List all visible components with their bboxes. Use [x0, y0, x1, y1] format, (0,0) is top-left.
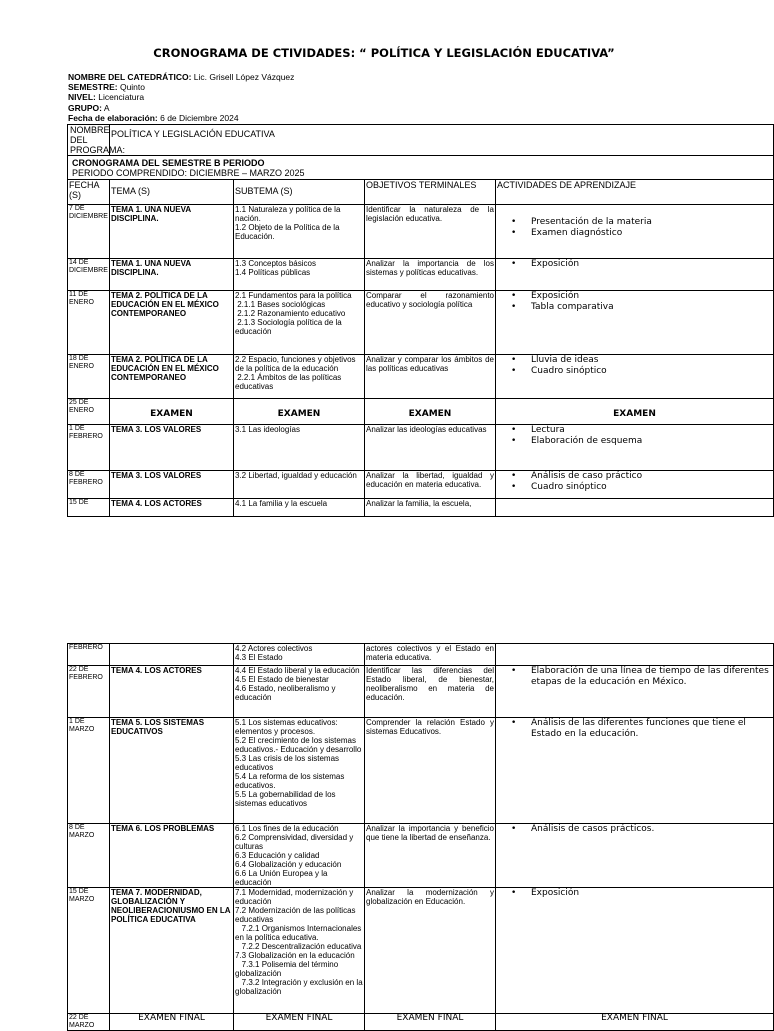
topic-cell: TEMA 6. LOS PROBLEMAS	[110, 824, 234, 888]
activity-item: • Examen diagnóstico	[497, 228, 772, 239]
date-line	[68, 113, 294, 123]
document-title: CRONOGRAMA DE CTIVIDADES: “ POLÍTICA Y LEGISLACIÓN EDUCATIVA”	[153, 46, 615, 60]
subtopic-line: 3.2 Libertad, igualdad y educación	[235, 471, 357, 480]
activity-item: • Tabla comparativa	[497, 302, 772, 313]
schedule-row	[68, 471, 774, 499]
schedule-table-page-1	[67, 124, 774, 517]
exam-cell: EXAMEN FINAL	[365, 1014, 496, 1031]
date-cell: 25 DE ENERO	[68, 399, 110, 425]
teacher-line	[68, 72, 294, 82]
exam-cell: EXAMEN	[496, 399, 774, 425]
subtopic-line: 1.4 Políticas públicas	[235, 268, 311, 277]
schedule-table-page-2	[67, 643, 774, 1031]
program-value: POLÍTICA Y LEGISLACIÓN EDUCATIVA	[111, 129, 275, 139]
activity-item: • Exposición	[497, 291, 772, 302]
subtopic-line: 7.3.1 Polisemia del término globalización	[235, 960, 341, 978]
subtopic-line: 1.2 Objeto de la Política de la Educación.	[235, 223, 342, 241]
subtopic-cell	[234, 499, 365, 517]
subtopic-line: 6.3 Educación y calidad	[235, 851, 320, 860]
topic-cell: TEMA 4. LOS ACTORES	[110, 499, 234, 517]
subtopic-cell	[234, 718, 365, 824]
activities-cell	[496, 425, 774, 471]
activities-cell	[496, 644, 774, 666]
subtopic-cell	[234, 291, 365, 355]
schedule-row	[68, 355, 774, 399]
periodo-label: PERIODO COMPRENDIDO: DICIEMBRE – MARZO 2025	[72, 168, 305, 178]
level-line	[68, 92, 294, 102]
activities-cell	[496, 888, 774, 1014]
subtopic-line: 4.2 Actores colectivos	[235, 644, 313, 653]
objective-cell: Analizar la importancia de los sistemas y políticas educativas.	[365, 259, 496, 291]
program-label-cell	[68, 125, 126, 156]
activities-list	[497, 291, 772, 313]
objective-cell: Analizar y comparar los ámbitos de las políticas educativas	[365, 355, 496, 399]
subtopic-line: 5.4 La reforma de los sistemas educativos.	[235, 772, 347, 790]
topic-cell: TEMA 2. POLÍTICA DE LA EDUCACIÓN EN EL MÉXICO CONTEMPORANEO	[110, 291, 234, 355]
topic-cell: TEMA 4. LOS ACTORES	[110, 666, 234, 718]
activity-item: • Elaboración de una línea de tiempo de las diferentes etapas de la educación en México.	[497, 666, 772, 688]
subtopic-line: 2.1.1 Bases sociológicas	[235, 300, 326, 309]
exam-cell: EXAMEN	[365, 399, 496, 425]
date-cell: 1 DE FEBRERO	[68, 425, 110, 471]
subtopic-line: 2.2.1 Ámbitos de las políticas educativas	[235, 373, 344, 391]
date-cell: 8 DE FEBRERO	[68, 471, 110, 499]
exam-cell: EXAMEN	[110, 399, 234, 425]
activities-list	[497, 471, 772, 493]
objective-cell: Analizar la importancia y beneficio que tiene la libertad de enseñanza.	[365, 824, 496, 888]
group-value: A	[102, 102, 110, 113]
activities-list	[497, 425, 772, 447]
activity-item: • Exposición	[497, 259, 772, 270]
schedule-row	[68, 666, 774, 718]
activity-item: • Análisis de casos prácticos.	[497, 824, 772, 835]
activities-cell	[496, 499, 774, 517]
date-label: Fecha de elaboración:	[68, 112, 158, 123]
subtopic-line: 2.2 Espacio, funciones y objetivos de la política de la educación	[235, 355, 358, 373]
activity-item: • Análisis de las diferentes funciones que tiene el Estado en la educación.	[497, 718, 772, 740]
subtopic-cell	[234, 425, 365, 471]
topic-cell: TEMA 5. LOS SISTEMAS EDUCATIVOS	[110, 718, 234, 824]
date-cell: 15 DE MARZO	[68, 888, 110, 1014]
activities-list	[497, 259, 772, 270]
subtopic-line: 4.1 La familia y la escuela	[235, 499, 328, 508]
header-objetivos: OBJETIVOS TERMINALES	[365, 180, 496, 205]
semester-value: Quinto	[117, 82, 145, 93]
objective-cell: Analizar la modernización y globalización en Educación.	[365, 888, 496, 1014]
activities-list	[497, 217, 772, 239]
exam-cell: EXAMEN FINAL	[496, 1014, 774, 1031]
exam-cell: EXAMEN FINAL	[234, 1014, 365, 1031]
subtopic-line: 6.1 Los fines de la educación	[235, 824, 339, 833]
schedule-row	[68, 205, 774, 259]
topic-cell	[110, 644, 234, 666]
header-tema: TEMA (S)	[110, 180, 234, 205]
subtopic-line: 1.3 Conceptos básicos	[235, 259, 316, 268]
subtopic-cell	[234, 824, 365, 888]
activities-cell	[496, 259, 774, 291]
date-cell: 15 DE	[68, 499, 110, 517]
activities-cell	[496, 471, 774, 499]
activities-cell	[496, 205, 774, 259]
schedule-row	[68, 718, 774, 824]
subtopic-line: 5.2 El crecimiento de los sistemas educativos.- Educación y desarrollo	[235, 736, 362, 754]
activity-item: • Lluvia de ideas	[497, 355, 772, 366]
objective-cell: Identificar las diferencias del Estado liberal, de bienestar, neoliberalismo en materia de educación.	[365, 666, 496, 718]
activities-list	[497, 888, 772, 899]
objective-cell: Analizar la libertad, igualdad y educación en materia educativa.	[365, 471, 496, 499]
activities-cell	[496, 718, 774, 824]
objective-cell: Analizar la familia, la escuela,	[365, 499, 496, 517]
objective-cell: actores colectivos y el Estado en materia educativa.	[365, 644, 496, 666]
schedule-row	[68, 1014, 774, 1031]
activity-item: • Lectura	[497, 425, 772, 436]
activities-cell	[496, 291, 774, 355]
program-label: NOMBRE DEL PROGRAMA:	[70, 125, 126, 155]
schedule-row	[68, 644, 774, 666]
objective-cell: Identificar la naturaleza de la legislación educativa.	[365, 205, 496, 259]
subtopic-cell	[234, 205, 365, 259]
schedule-row	[68, 259, 774, 291]
schedule-row	[68, 291, 774, 355]
activity-item: • Análisis de caso práctico	[497, 471, 772, 482]
objective-cell: Comprender la relación Estado y sistemas Educativos.	[365, 718, 496, 824]
date-cell: 18 DE ENERO	[68, 355, 110, 399]
activities-cell	[496, 824, 774, 888]
semester-label: SEMESTRE:	[68, 82, 118, 93]
date-cell: 11 DE ENERO	[68, 291, 110, 355]
schedule-row	[68, 399, 774, 425]
date-cell: 7 DE DICIEMBRE	[68, 205, 110, 259]
date-cell: 22 DE FEBRERO	[68, 666, 110, 718]
topic-cell: TEMA 1. UNA NUEVA DISCIPLINA.	[110, 205, 234, 259]
date-cell: 8 DE MARZO	[68, 824, 110, 888]
subtopic-line: 4.4 El Estado liberal y la educación	[235, 666, 360, 675]
activities-list	[497, 824, 772, 835]
activity-item: • Cuadro sinóptico	[497, 482, 772, 493]
activity-item: • Exposición	[497, 888, 772, 899]
topic-cell: TEMA 3. LOS VALORES	[110, 425, 234, 471]
subtopic-line: 5.1 Los sistemas educativos: elementos y procesos.	[235, 718, 340, 736]
subtopic-line: 3.1 Las ideologías	[235, 425, 300, 434]
cronograma-label: CRONOGRAMA DEL SEMESTRE B PERIODO	[72, 158, 265, 168]
activity-item: • Presentación de la materia	[497, 217, 772, 228]
subtopic-line: 2.1.3 Sociología política de la educación	[235, 318, 344, 336]
subtopic-line: 7.2.1 Organismos Internacionales en la política educativa.	[235, 924, 364, 942]
subtopic-cell	[234, 888, 365, 1014]
teacher-value: Lic. Grisell López Vázquez	[191, 72, 295, 82]
program-value-cell	[110, 125, 774, 156]
objective-cell: Comparar el razonamiento educativo y sociología política	[365, 291, 496, 355]
subtopic-line: 4.3 El Estado	[235, 653, 283, 662]
subtopic-line: 6.2 Comprensividad, diversidad y culturas	[235, 833, 356, 851]
subtopic-cell	[234, 355, 365, 399]
activities-cell	[496, 355, 774, 399]
period-cell	[68, 156, 774, 180]
subtopic-line: 6.4 Globalización y educación	[235, 860, 342, 869]
activities-cell	[496, 666, 774, 718]
topic-cell: TEMA 1. UNA NUEVA DISCIPLINA.	[110, 259, 234, 291]
date-cell: 1 DE MARZO	[68, 718, 110, 824]
date-cell: FEBRERO	[68, 644, 110, 666]
date-value: 6 de Diciembre 2024	[157, 112, 239, 123]
subtopic-line: 4.6 Estado, neoliberalismo y educación	[235, 684, 338, 702]
header-actividades: ACTIVIDADES DE APRENDIZAJE	[496, 180, 774, 205]
subtopic-line: 1.1 Naturaleza y política de la nación.	[235, 205, 343, 223]
schedule-row	[68, 888, 774, 1014]
header-fecha: FECHA (S)	[68, 180, 110, 205]
group-label: GRUPO:	[68, 102, 102, 113]
activity-item: • Cuadro sinóptico	[497, 366, 772, 377]
group-line	[68, 103, 294, 113]
topic-cell: TEMA 3. LOS VALORES	[110, 471, 234, 499]
activities-list	[497, 718, 772, 740]
subtopic-line: 2.1.2 Razonamiento educativo	[235, 309, 346, 318]
date-cell: 22 DE MARZO	[68, 1014, 110, 1031]
subtopic-line: 5.3 Las crisis de los sistemas educativos	[235, 754, 342, 772]
objective-cell: Analizar las ideologías educativas	[365, 425, 496, 471]
teacher-label: NOMBRE DEL CATEDRÁTICO:	[68, 72, 192, 82]
subtopic-line: 7.1 Modernidad, modernización y educación	[235, 888, 356, 906]
course-info	[68, 72, 294, 123]
subtopic-cell	[234, 644, 365, 666]
subtopic-cell	[234, 259, 365, 291]
activities-list	[497, 666, 772, 688]
subtopic-line: 6.6 La Unión Europea y la educación	[235, 869, 330, 887]
subtopic-line: 7.2.2 Descentralización educativa	[235, 942, 362, 951]
schedule-row	[68, 499, 774, 517]
exam-cell: EXAMEN	[234, 399, 365, 425]
level-value: Licenciatura	[95, 92, 145, 103]
schedule-row	[68, 824, 774, 888]
exam-cell: EXAMEN FINAL	[110, 1014, 234, 1031]
topic-cell: TEMA 7. MODERNIDAD, GLOBALIZACIÓN Y NEOLIBERACIONIUSMO EN LA POLÍTICA EDUCATIVA	[110, 888, 234, 1014]
semester-line	[68, 82, 294, 92]
activities-list	[497, 355, 772, 377]
activity-item: • Elaboración de esquema	[497, 436, 772, 447]
date-cell: 14 DE DICIEMBRE	[68, 259, 110, 291]
subtopic-line: 5.5 La gobernabilidad de los sistemas educativos	[235, 790, 338, 808]
subtopic-cell	[234, 471, 365, 499]
subtopic-line: 7.2 Modernización de las políticas educativas	[235, 906, 358, 924]
subtopic-cell	[234, 666, 365, 718]
level-label: NIVEL:	[68, 92, 96, 103]
subtopic-line: 2.1 Fundamentos para la política	[235, 291, 352, 300]
topic-cell: TEMA 2. POLÍTICA DE LA EDUCACIÓN EN EL MÉXICO CONTEMPORANEO	[110, 355, 234, 399]
schedule-row	[68, 425, 774, 471]
subtopic-line: 7.3 Globalización en la educación	[235, 951, 355, 960]
header-subtema: SUBTEMA (S)	[234, 180, 365, 205]
subtopic-line: 7.3.2 Integración y exclusión en la globalización	[235, 978, 365, 996]
subtopic-line: 4.5 El Estado de bienestar	[235, 675, 329, 684]
